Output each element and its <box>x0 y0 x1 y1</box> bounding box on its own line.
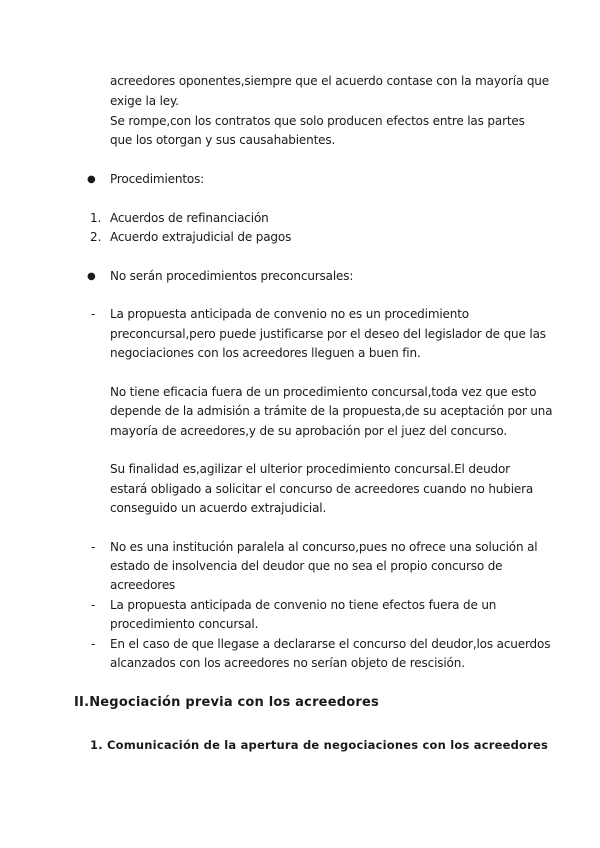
section-heading: II.Negociación previa con los acreedores <box>74 695 379 710</box>
paragraph-line: conseguido un acuerdo extrajudicial. <box>110 501 327 515</box>
paragraph-line: La propuesta anticipada de convenio no es un procedimiento <box>110 307 469 321</box>
intro-line: acreedores oponentes,siempre que el acuerdo contase con la mayoría que <box>110 74 549 88</box>
paragraph-line: estará obligado a solicitar el concurso de acreedores cuando no hubiera <box>110 482 534 496</box>
paragraph-line: depende de la admisión a trámite de la propuesta,de su aceptación por una <box>110 404 553 418</box>
bullet-dot: ● <box>87 271 96 282</box>
paragraph-line: En el caso de que llegase a declararse el concurso del deudor,los acuerdos <box>110 637 551 651</box>
dash-marker: - <box>91 307 96 321</box>
paragraph-line: Su finalidad es,agilizar el ulterior procedimiento concursal.El deudor <box>110 462 510 476</box>
subsection-heading: 1. Comunicación de la apertura de negociaciones con los acreedores <box>90 738 549 752</box>
procedimientos-label: Procedimientos: <box>110 172 205 186</box>
paragraph-line: estado de insolvencia del deudor que no sea el propio concurso de <box>110 559 503 573</box>
list-item: Acuerdo extrajudicial de pagos <box>110 230 292 244</box>
paragraph-line: procedimiento concursal. <box>110 617 259 631</box>
paragraph-line: No tiene eficacia fuera de un procedimiento concursal,toda vez que esto <box>110 385 537 399</box>
intro-line: exige la ley. <box>110 94 179 108</box>
dash-marker: - <box>91 598 96 612</box>
dash-marker: - <box>91 637 96 651</box>
list-number: 1. <box>90 211 102 225</box>
paragraph-line: acreedores <box>110 578 176 592</box>
dash-marker: - <box>91 540 96 554</box>
list-item: Acuerdos de refinanciación <box>110 211 269 225</box>
paragraph-line: La propuesta anticipada de convenio no tiene efectos fuera de un <box>110 598 497 612</box>
intro-line: Se rompe,con los contratos que solo producen efectos entre las partes <box>110 114 525 128</box>
list-number: 2. <box>90 230 102 244</box>
paragraph-line: alcanzados con los acreedores no serían objeto de rescisión. <box>110 656 465 670</box>
paragraph-line: No es una institución paralela al concurso,pues no ofrece una solución al <box>110 540 538 554</box>
paragraph-line: mayoría de acreedores,y de su aprobación por el juez del concurso. <box>110 424 508 438</box>
no-preconcursales-label: No serán procedimientos preconcursales: <box>110 269 354 283</box>
intro-line: que los otorgan y sus causahabientes. <box>110 133 336 147</box>
paragraph-line: negociaciones con los acreedores lleguen a buen fin. <box>110 346 421 360</box>
bullet-dot: ● <box>87 174 96 185</box>
paragraph-line: preconcursal,pero puede justificarse por el deseo del legislador de que las <box>110 327 546 341</box>
